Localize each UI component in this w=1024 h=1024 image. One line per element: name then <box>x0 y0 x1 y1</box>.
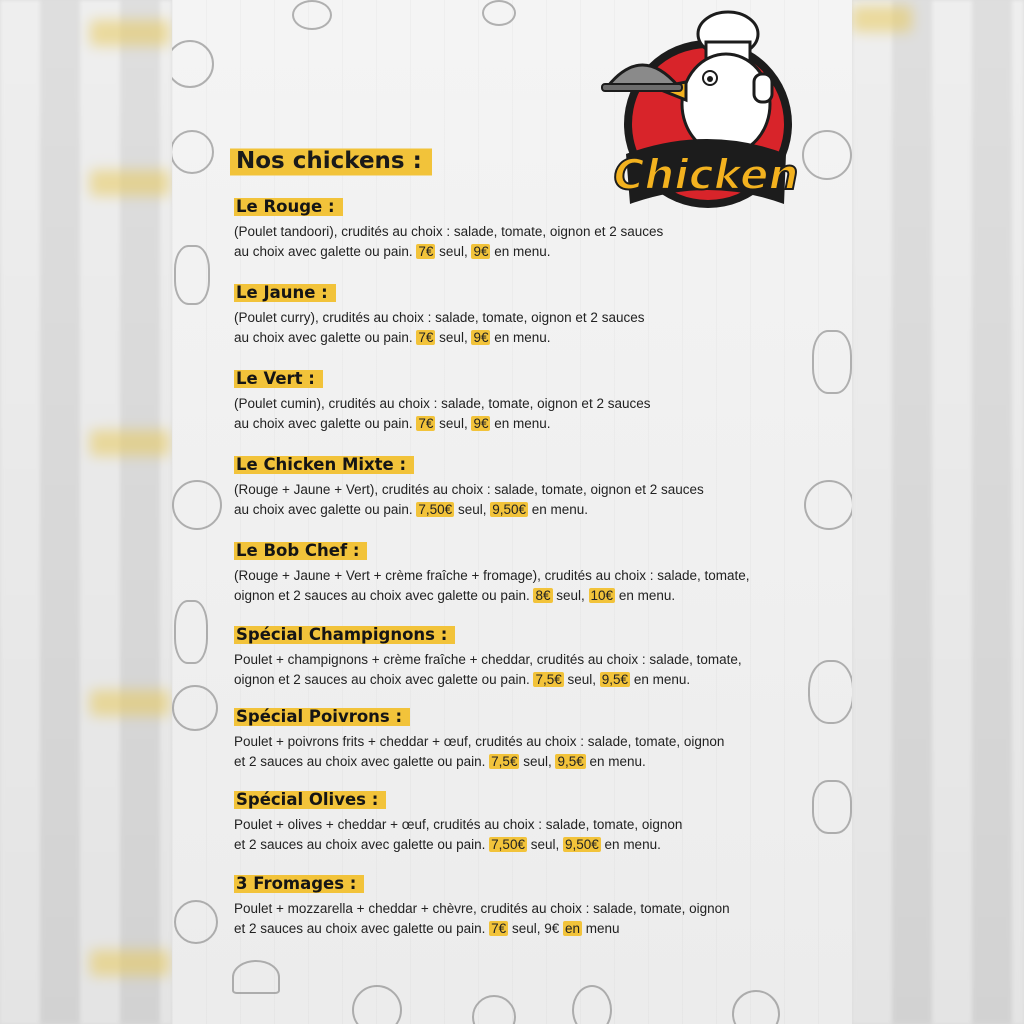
menu-item-text: seul, <box>563 672 600 687</box>
page-title: Nos chickens : <box>230 146 432 178</box>
menu-item-text: seul, <box>519 754 556 769</box>
menu-item-price-line <box>234 328 814 348</box>
vegetable-doodle-icon <box>172 130 214 174</box>
menu-item-text: seul, <box>435 416 472 431</box>
menu-item-text: menu <box>582 921 620 936</box>
banana-doodle-icon <box>232 960 280 994</box>
price-solo: 7€ <box>418 416 434 431</box>
menu-item-text: au choix avec galette ou pain. <box>234 330 417 345</box>
background-smear <box>90 20 170 46</box>
price-solo: 7€ <box>418 244 434 259</box>
lemon-doodle-icon <box>172 685 218 731</box>
menu-item-text: oignon et 2 sauces au choix avec galette ou pain. <box>234 672 534 687</box>
vegetable-doodle-icon <box>732 990 780 1024</box>
menu-item-description <box>234 308 814 348</box>
menu-item-description-line: Poulet + poivrons frits + cheddar + œuf, crudités au choix : salade, tomate, oignon <box>234 734 725 749</box>
menu-item-text: en menu. <box>528 502 589 517</box>
chicken-chef-logo <box>598 4 798 216</box>
price-menu: 9,50€ <box>492 502 527 517</box>
menu-item-price-line <box>234 752 814 772</box>
menu-item-text: en menu. <box>615 588 676 603</box>
menu-item <box>234 196 814 262</box>
background-smear <box>852 6 912 32</box>
menu-item-price-line <box>234 414 814 434</box>
menu-item-text: en menu. <box>630 672 691 687</box>
price-menu: 9,5€ <box>601 672 629 687</box>
price-menu: 9€ <box>473 244 489 259</box>
background-smear <box>90 430 170 456</box>
menu-item-description <box>234 394 814 434</box>
price-solo: 8€ <box>535 588 551 603</box>
blurred-background-left <box>0 0 172 1024</box>
price-solo: 7,50€ <box>491 837 525 852</box>
menu-item-description <box>234 480 814 520</box>
menu-item-text: au choix avec galette ou pain. <box>234 244 417 259</box>
menu-item-text: seul, <box>526 837 563 852</box>
menu-item-text: seul, 9€ <box>508 921 563 936</box>
menu-item-text: en menu. <box>585 754 646 769</box>
lemon-doodle-icon <box>352 985 402 1024</box>
vegetable-doodle-icon <box>482 0 516 26</box>
menu-item-description-line: Poulet + mozzarella + cheddar + chèvre, crudités au choix : salade, tomate, oignon <box>234 901 730 916</box>
price-menu: en <box>565 921 581 936</box>
background-smear <box>90 690 170 716</box>
menu-item-description-line: Poulet + olives + cheddar + œuf, crudités au choix : salade, tomate, oignon <box>234 817 683 832</box>
menu-item <box>234 789 814 855</box>
menu-item-title: Le Rouge : <box>234 196 343 218</box>
menu-item-text: seul, <box>435 330 472 345</box>
menu-item-text: seul, <box>454 502 491 517</box>
price-solo: 7,5€ <box>535 672 562 687</box>
menu-item-price-line <box>234 670 814 690</box>
menu-item-price-line <box>234 242 814 262</box>
vegetable-doodle-icon <box>472 995 516 1024</box>
price-menu: 9€ <box>473 330 489 345</box>
menu-item <box>234 873 814 939</box>
menu-item-description-line: (Rouge + Jaune + Vert + crème fraîche + fromage), crudités au choix : salade, tomate, <box>234 568 750 583</box>
menu-item <box>234 706 814 772</box>
onion-doodle-icon <box>802 130 852 180</box>
menu-item-title: Spécial Champignons : <box>234 624 455 646</box>
menu-item-description-line: (Poulet curry), crudités au choix : salade, tomate, oignon et 2 sauces <box>234 310 645 325</box>
onion-doodle-icon <box>172 480 222 530</box>
menu-item-description-line: (Rouge + Jaune + Vert), crudités au choix : salade, tomate, oignon et 2 sauces <box>234 482 704 497</box>
vegetable-doodle-icon <box>174 900 218 944</box>
lemon-doodle-icon <box>172 40 214 88</box>
menu-item <box>234 540 814 606</box>
price-solo: 7€ <box>418 330 434 345</box>
price-menu: 9€ <box>473 416 489 431</box>
menu-item-text: seul, <box>552 588 589 603</box>
logo-text: Chicken <box>613 150 798 199</box>
menu-item-description-line: (Poulet tandoori), crudités au choix : salade, tomate, oignon et 2 sauces <box>234 224 664 239</box>
menu-item-title: Le Jaune : <box>234 282 336 304</box>
price-menu: 9,50€ <box>565 837 599 852</box>
menu-item-text: et 2 sauces au choix avec galette ou pain. <box>234 754 490 769</box>
menu-item-price-line <box>234 586 814 606</box>
menu-item-description <box>234 732 814 772</box>
menu-item-description <box>234 222 814 262</box>
menu-item-description <box>234 815 814 855</box>
menu-item-title: 3 Fromages : <box>234 873 364 895</box>
menu-item-text: au choix avec galette ou pain. <box>234 416 417 431</box>
menu-page <box>172 0 852 1024</box>
background-smear <box>90 170 170 196</box>
corn-doodle-icon <box>174 600 208 664</box>
corn-doodle-icon <box>812 330 852 394</box>
menu-item-title: Le Chicken Mixte : <box>234 454 414 476</box>
menu-item-title: Spécial Poivrons : <box>234 706 410 728</box>
menu-item-text: en menu. <box>600 837 661 852</box>
menu-item <box>234 368 814 434</box>
pepper-doodle-icon <box>808 660 852 724</box>
menu-item-description-line: Poulet + champignons + crème fraîche + cheddar, crudités au choix : salade, tomate, <box>234 652 742 667</box>
corn-doodle-icon <box>174 245 210 305</box>
menu-item-text: au choix avec galette ou pain. <box>234 502 417 517</box>
menu-item <box>234 624 814 690</box>
corn-doodle-icon <box>812 780 852 834</box>
menu-item-description <box>234 650 814 690</box>
menu-item-title: Spécial Olives : <box>234 789 386 811</box>
menu-item-price-line <box>234 835 814 855</box>
menu-item-price-line <box>234 500 814 520</box>
menu-item-description <box>234 899 814 939</box>
menu-item <box>234 282 814 348</box>
vegetable-doodle-icon <box>292 0 332 30</box>
price-menu: 9,5€ <box>557 754 584 769</box>
menu-item-text: en menu. <box>490 330 551 345</box>
menu-item-text: seul, <box>435 244 472 259</box>
menu-item-text: et 2 sauces au choix avec galette ou pain. <box>234 837 490 852</box>
menu-item-title: Le Bob Chef : <box>234 540 367 562</box>
menu-item-text: oignon et 2 sauces au choix avec galette ou pain. <box>234 588 534 603</box>
menu-item-title: Le Vert : <box>234 368 323 390</box>
price-solo: 7€ <box>491 921 507 936</box>
menu-item-description <box>234 566 814 606</box>
menu-item-text: et 2 sauces au choix avec galette ou pain. <box>234 921 490 936</box>
menu-item-text: en menu. <box>490 416 551 431</box>
menu-item <box>234 454 814 520</box>
menu-item-price-line <box>234 919 814 939</box>
menu-item-text: en menu. <box>490 244 551 259</box>
blurred-background-right <box>852 0 1024 1024</box>
menu-item-description-line: (Poulet cumin), crudités au choix : salade, tomate, oignon et 2 sauces <box>234 396 651 411</box>
pepper-doodle-icon <box>572 985 612 1024</box>
price-solo: 7,50€ <box>418 502 453 517</box>
background-smear <box>90 950 170 976</box>
price-solo: 7,5€ <box>491 754 518 769</box>
price-menu: 10€ <box>590 588 614 603</box>
